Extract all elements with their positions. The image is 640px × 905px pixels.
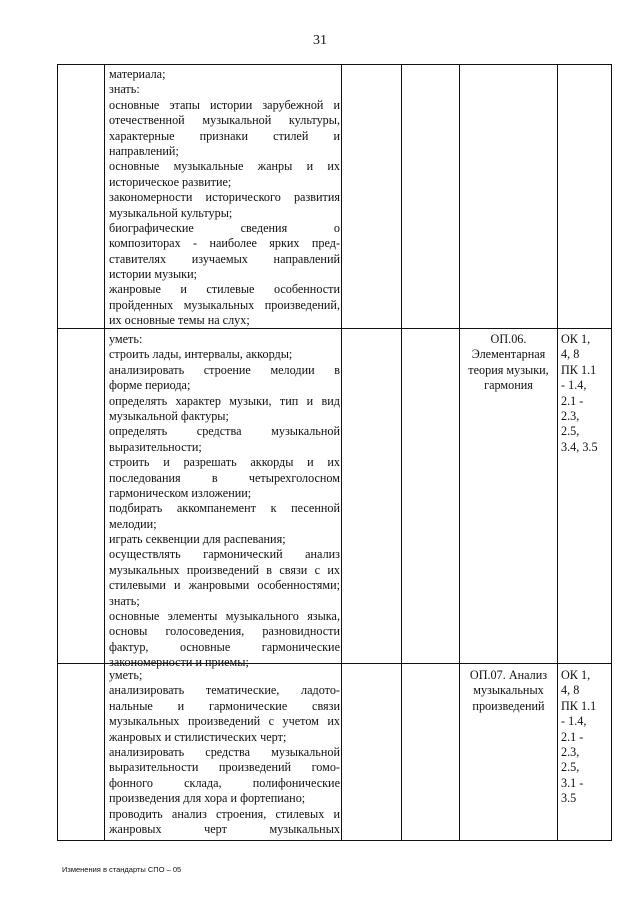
- requirement-line: музыкальных произведений с учетом их: [109, 714, 340, 729]
- competency-line: 3.1 -: [561, 775, 584, 790]
- table-top-border: [57, 64, 612, 65]
- competency-line: 2.3,: [561, 408, 580, 423]
- requirement-line: строить и разрешать аккорды и их: [109, 455, 340, 470]
- requirement-line: музыкальной фактуры;: [109, 408, 229, 423]
- competency-line: ОК 1,: [561, 668, 591, 682]
- requirement-line: закономерности исторического развития: [109, 190, 340, 205]
- requirement-line: фактур, основные гармонические: [109, 639, 340, 654]
- requirement-line: жанровые и стилевые особенности: [109, 282, 340, 297]
- competency-line: 3.5: [561, 791, 577, 806]
- discipline-line: ОП.07. Анализ: [469, 668, 548, 682]
- requirement-line: жанровых черт музыкальных: [109, 821, 340, 836]
- requirement-line: выразительности произведений гомо-: [109, 760, 340, 775]
- requirement-line: анализировать средства музыкальной: [109, 744, 340, 759]
- requirement-line: характерные признаки стилей и: [109, 128, 340, 143]
- col-border-2: [341, 64, 342, 841]
- discipline-line: произведений: [472, 698, 545, 713]
- competency-line: 3.4, 3.5: [561, 439, 598, 454]
- row-3-requirements: [109, 668, 340, 837]
- competency-line: ОК 1,: [561, 332, 591, 346]
- requirement-line: их основные темы на слух;: [109, 313, 250, 328]
- competency-line: ПК 1.1: [561, 362, 597, 377]
- requirement-line: направлений;: [109, 143, 179, 158]
- requirement-line: последования в четырехголосном: [109, 470, 340, 485]
- requirement-line: пройденных музыкальных произведений,: [109, 297, 340, 312]
- requirement-line: ставителях изучаемых направлений: [109, 251, 340, 266]
- page-number: 31: [313, 33, 327, 48]
- competency-line: - 1.4,: [561, 714, 587, 729]
- row-3-competencies: [561, 668, 609, 807]
- requirement-line: форме периода;: [109, 378, 191, 393]
- requirement-line: нальные и гармонические связи: [109, 698, 340, 713]
- competency-line: 2.1 -: [561, 393, 584, 408]
- competency-line: - 1.4,: [561, 378, 587, 393]
- competency-table: [57, 64, 612, 841]
- requirement-line: знать;: [109, 593, 140, 608]
- requirement-line: гармоническом изложении;: [109, 485, 252, 500]
- requirement-line: закономерности и приемы;: [109, 655, 249, 670]
- requirement-line: знать:: [109, 82, 140, 97]
- requirement-line: стилевыми и жанровыми особенностями;: [109, 578, 340, 593]
- row-2-discipline: [463, 332, 554, 394]
- requirement-line: музыкальных произведений в связи с их: [109, 562, 340, 577]
- requirement-line: играть секвенции для распевания;: [109, 532, 286, 547]
- row-1-requirements: [109, 67, 340, 329]
- col-border-5: [557, 64, 558, 841]
- requirement-line: строить лады, интервалы, аккорды;: [109, 347, 293, 362]
- col-border-4: [459, 64, 460, 841]
- requirement-line: осуществлять гармонический анализ: [109, 547, 340, 562]
- footer-note: Изменения в стандарты СПО – 05: [62, 865, 182, 874]
- table-bottom-border: [57, 840, 612, 841]
- requirement-line: материала;: [109, 67, 166, 81]
- requirement-line: произведения для хора и фортепиано;: [109, 791, 306, 806]
- requirement-line: биографические сведения о: [109, 220, 340, 235]
- discipline-line: гармония: [484, 378, 533, 393]
- competency-line: 2.5,: [561, 424, 580, 439]
- col-border-6: [611, 64, 612, 841]
- discipline-line: теория музыки,: [468, 362, 549, 377]
- discipline-line: Элементарная: [471, 347, 546, 362]
- competency-line: 2.1 -: [561, 729, 584, 744]
- requirement-line: истории музыки;: [109, 267, 198, 282]
- col-border-0: [57, 64, 58, 841]
- competency-line: ПК 1.1: [561, 698, 597, 713]
- competency-line: 2.3,: [561, 744, 580, 759]
- requirement-line: основы голосоведения, разновидности: [109, 624, 340, 639]
- requirement-line: анализировать тематические, ладото-: [109, 683, 340, 698]
- requirement-line: отечественной музыкальной культуры,: [109, 113, 340, 128]
- requirement-line: уметь:: [109, 332, 143, 346]
- requirement-line: определять характер музыки, тип и вид: [109, 393, 340, 408]
- requirement-line: историческое развитие;: [109, 174, 232, 189]
- competency-line: 4, 8: [561, 683, 580, 698]
- requirement-line: определять средства музыкальной: [109, 424, 340, 439]
- requirement-line: композиторах - наиболее ярких пред-: [109, 236, 340, 251]
- row-2-requirements: [109, 332, 340, 671]
- requirement-line: проводить анализ строения, стилевых и: [109, 806, 340, 821]
- competency-line: 4, 8: [561, 347, 580, 362]
- discipline-line: ОП.06.: [490, 332, 527, 346]
- requirement-line: подбирать аккомпанемент к песенной: [109, 501, 340, 516]
- requirement-line: основные музыкальные жанры и их: [109, 159, 340, 174]
- col-border-3: [401, 64, 402, 841]
- competency-line: 2.5,: [561, 760, 580, 775]
- requirement-line: мелодии;: [109, 516, 157, 531]
- row-3-discipline: [463, 668, 554, 714]
- requirement-line: основные элементы музыкального языка,: [109, 609, 340, 624]
- col-border-1: [104, 64, 105, 841]
- requirement-line: музыкальной культуры;: [109, 205, 233, 220]
- row-2-competencies: [561, 332, 609, 455]
- requirement-line: основные этапы истории зарубежной и: [109, 97, 340, 112]
- requirement-line: жанровых и стилистических черт;: [109, 729, 287, 744]
- requirement-line: анализировать строение мелодии в: [109, 362, 340, 377]
- requirement-line: уметь;: [109, 668, 143, 682]
- requirement-line: выразительности;: [109, 439, 202, 454]
- discipline-line: музыкальных: [473, 683, 544, 698]
- requirement-line: фонного склада, полифонические: [109, 775, 340, 790]
